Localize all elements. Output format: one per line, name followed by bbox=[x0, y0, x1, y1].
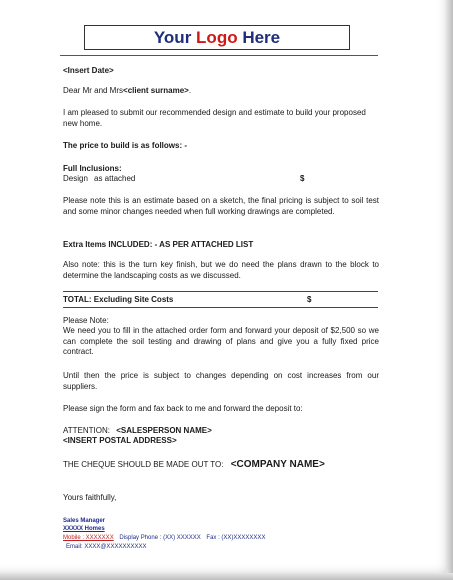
design-row bbox=[63, 174, 379, 185]
signature-mobile: Mobile : XXXXXXX bbox=[63, 535, 114, 541]
intro-paragraph: I am pleased to submit our recommended design and estimate to build your proposed new home. bbox=[63, 108, 366, 128]
cheque-line bbox=[63, 460, 379, 471]
signature-title: Sales Manager bbox=[63, 518, 106, 524]
also-note: Also note: this is the turn key finish, but we do need the plans drawn to the block to determine the landscaping costs as we discussed. bbox=[63, 260, 379, 280]
total-top-rule bbox=[63, 291, 378, 292]
please-note-heading: Please Note: bbox=[63, 316, 109, 325]
please-sign: Please sign the form and fax back to me and forward the deposit to: bbox=[63, 404, 303, 413]
company-name: <COMPANY NAME> bbox=[230, 459, 325, 470]
signature-contact-line bbox=[63, 534, 379, 542]
extra-items: Extra Items INCLUDED: - AS PER ATTACHED LIST bbox=[63, 240, 254, 249]
signature-display-phone: Display Phone : (XX) XXXXXX bbox=[119, 535, 201, 541]
signature-fax: Fax : (XX)XXXXXXXX bbox=[206, 535, 266, 541]
logo-word-your: Your bbox=[153, 28, 192, 47]
total-dollar: $ bbox=[307, 295, 312, 304]
page-edge-bottom bbox=[0, 573, 453, 580]
inclusions-heading: Full Inclusions: bbox=[63, 164, 122, 173]
estimate-note: Please note this is an estimate based on a sketch, the final pricing is subject to soil test and some minor changes needed when full working drawings are completed. bbox=[63, 196, 379, 216]
insert-date: <Insert Date> bbox=[63, 66, 114, 75]
design-value: as attached bbox=[94, 174, 136, 183]
logo-placeholder bbox=[84, 25, 350, 50]
logo-word-here: Here bbox=[242, 28, 281, 47]
please-note-body: We need you to fill in the attached order form and forward your deposit of $2,500 so we can complete the soil testing and drawing of plans and give you a fully fixed price contract. bbox=[63, 326, 379, 356]
client-surname: <client surname> bbox=[123, 86, 189, 95]
total-label: TOTAL: Excluding Site Costs bbox=[63, 295, 174, 304]
page-edge-right bbox=[446, 0, 453, 580]
signature-email: Email: XXXX@XXXXXXXXXX bbox=[66, 544, 147, 550]
logo-word-logo: Logo bbox=[196, 28, 238, 47]
price-heading: The price to build is as follows: - bbox=[63, 141, 188, 150]
price-subject-note: Until then the price is subject to changes depending on cost increases from our suppliers. bbox=[63, 371, 379, 391]
total-bottom-rule bbox=[63, 307, 378, 308]
cheque-label: THE CHEQUE SHOULD BE MADE OUT TO: bbox=[63, 460, 224, 469]
signature-company: XXXXX Homes bbox=[63, 526, 105, 532]
closing: Yours faithfully, bbox=[63, 493, 117, 502]
salutation bbox=[63, 86, 379, 97]
salutation-suffix: . bbox=[188, 86, 192, 95]
attention-label: ATTENTION: bbox=[63, 426, 110, 435]
design-label: Design bbox=[63, 174, 88, 183]
postal-address: <INSERT POSTAL ADDRESS> bbox=[63, 436, 177, 445]
salesperson-name: <SALESPERSON NAME> bbox=[116, 426, 212, 435]
salutation-prefix: Dear Mr and Mrs bbox=[63, 86, 124, 95]
attention-line bbox=[63, 426, 379, 437]
design-dollar: $ bbox=[300, 174, 305, 183]
header-rule bbox=[60, 55, 378, 56]
